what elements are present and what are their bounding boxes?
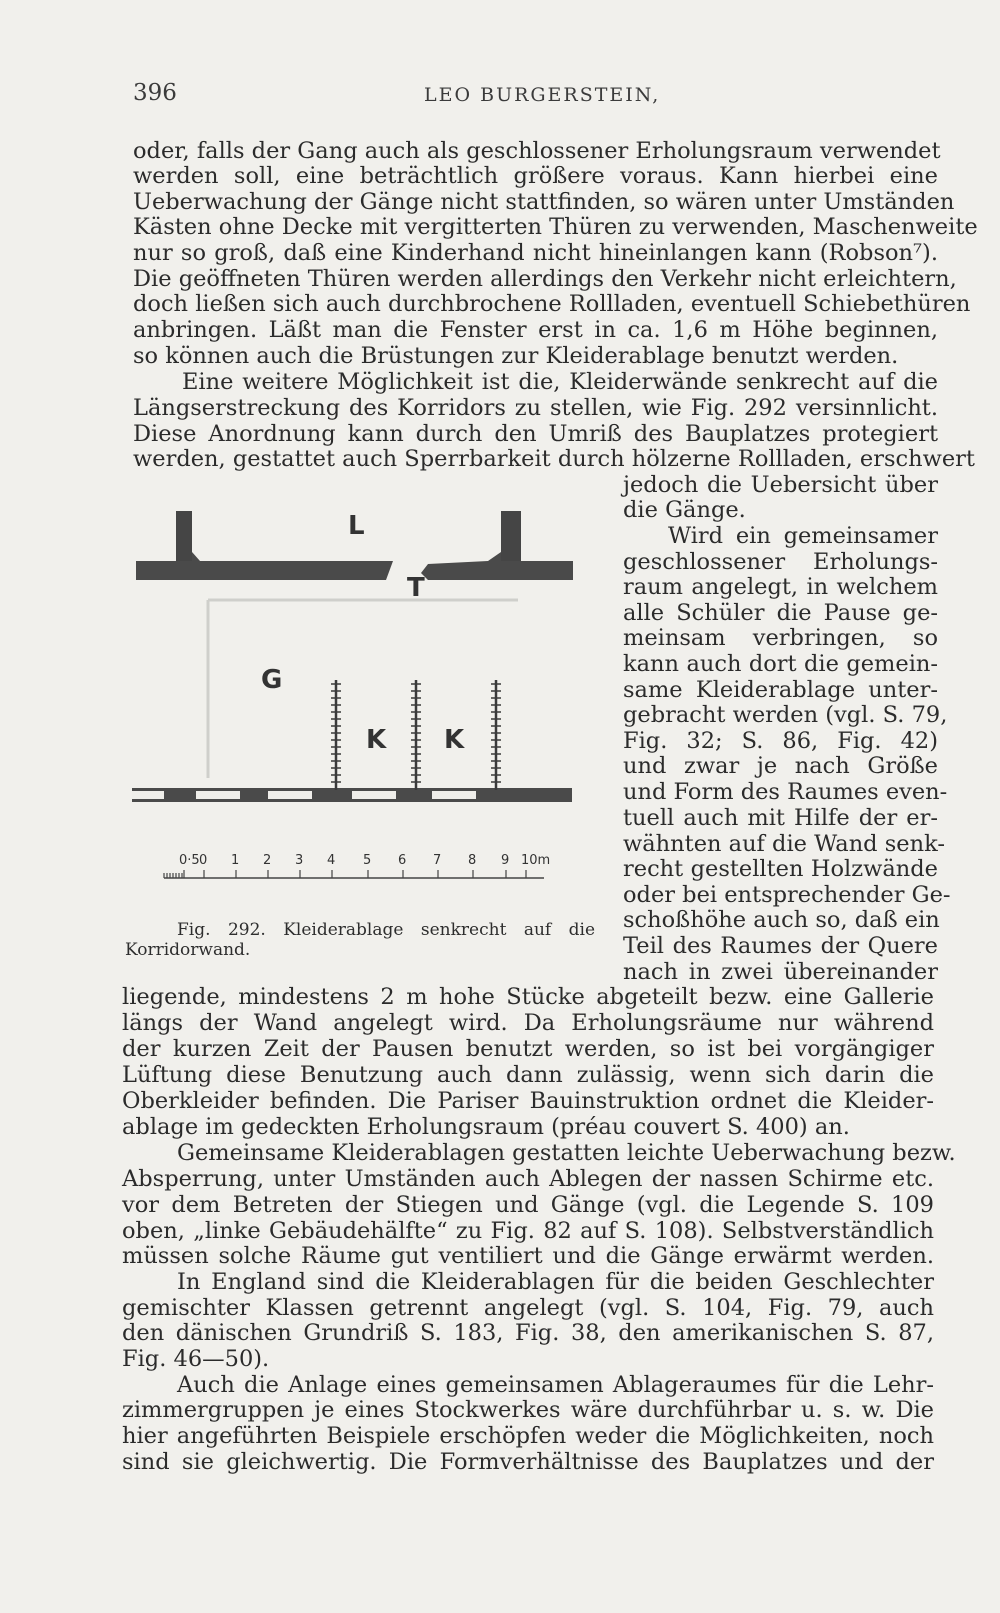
text-line: nach in zwei übereinander	[623, 959, 938, 985]
scale-bar	[164, 853, 550, 878]
caption-line-1: Fig. 292. Kleiderablage senkrecht auf die	[177, 920, 595, 940]
text-line: In England sind die Kleiderablagen für die beiden Geschlechter	[177, 1269, 934, 1295]
scale-label: 0	[199, 853, 208, 868]
text-line: Lüftung diese Benutzung auch dann zulässig, wenn sich darin die	[122, 1062, 934, 1088]
text-line: so können auch die Brüstungen zur Kleiderablage benutzt werden.	[133, 343, 899, 369]
text-line: vor dem Betreten der Stiegen und Gänge (vgl. die Legende S. 109	[122, 1192, 934, 1218]
scale-label: 8	[468, 853, 477, 868]
text-line: Wird ein gemeinsamer	[668, 523, 938, 549]
scale-label: 3	[295, 853, 304, 868]
text-line: gemischter Klassen getrennt angelegt (vgl. S. 104, Fig. 79, auch	[122, 1295, 934, 1321]
scale-label: 10m	[521, 853, 551, 868]
page-number: 396	[133, 80, 177, 106]
text-line: schoßhöhe auch so, daß ein	[623, 907, 940, 933]
text-line: sind sie gleichwertig. Die Formverhältnisse des Bauplatzes und der	[122, 1449, 934, 1475]
text-line: Fig. 46—50).	[122, 1346, 270, 1372]
text-line: Absperrung, unter Umständen auch Ablegen der nassen Schirme etc.	[122, 1166, 934, 1192]
text-line: meinsam verbringen, so	[623, 625, 938, 651]
scale-label: 7	[433, 853, 442, 868]
text-line: Eine weitere Möglichkeit ist die, Kleiderwände senkrecht auf die	[182, 369, 938, 395]
text-line: kann auch dort die gemein-	[623, 651, 938, 677]
wall-right	[421, 511, 573, 580]
wall-bottom	[132, 788, 572, 802]
text-line: Fig. 32; S. 86, Fig. 42)	[623, 728, 938, 754]
text-line: und zwar je nach Größe	[623, 753, 938, 779]
text-line: same Kleiderablage unter-	[623, 677, 938, 703]
text-line: tuell auch mit Hilfe der er-	[623, 805, 938, 831]
text-line: nur so groß, daß eine Kinderhand nicht hineinlangen kann (Robson⁷).	[133, 240, 938, 266]
scale-label: 1	[231, 853, 240, 868]
label-G: G	[261, 665, 283, 695]
text-line: geschlossener Erholungs-	[623, 549, 938, 575]
text-line: wähnten auf die Wand senk-	[623, 831, 945, 857]
page-header	[133, 80, 934, 112]
scale-label: 2	[263, 853, 272, 868]
text-line: hier angeführten Beispiele erschöpfen weder die Möglichkeiten, noch	[122, 1423, 934, 1449]
figure-labels	[261, 511, 465, 755]
text-line: jedoch die Uebersicht über	[623, 472, 938, 498]
scale-label: 4	[327, 853, 336, 868]
text-line: Auch die Anlage eines gemeinsamen Ablageraumes für die Lehr-	[177, 1372, 934, 1398]
label-K-right: K	[444, 725, 465, 755]
text-line: werden, gestattet auch Sperrbarkeit durch hölzerne Rollladen, erschwert	[133, 446, 975, 472]
label-K-left: K	[366, 725, 387, 755]
text-line: raum angelegt, in welchem	[623, 574, 938, 600]
text-line: anbringen. Läßt man die Fenster erst in ca. 1,6 m Höhe beginnen,	[133, 317, 938, 343]
text-line: die Gänge.	[623, 497, 746, 523]
text-line: Die geöffneten Thüren werden allerdings den Verkehr nicht erleichtern,	[133, 266, 957, 292]
text-line: ablage im gedeckten Erholungsraum (préau couvert S. 400) an.	[122, 1114, 850, 1140]
text-line: Kästen ohne Decke mit vergitterten Thüren zu verwenden, Maschenweite	[133, 214, 978, 240]
text-line: längs der Wand angelegt wird. Da Erholungsräume nur während	[122, 1010, 934, 1036]
text-line: Ueberwachung der Gänge nicht stattfinden, so wären unter Umständen	[133, 189, 955, 215]
text-line: Längserstreckung des Korridors zu stellen, wie Fig. 292 versinnlicht.	[133, 395, 938, 421]
text-line: oben, „linke Gebäudehälfte“ zu Fig. 82 auf S. 108). Selbstverständlich	[122, 1218, 934, 1244]
text-line: Gemeinsame Kleiderablagen gestatten leichte Ueberwachung bezw.	[177, 1140, 956, 1166]
scale-label: 6	[398, 853, 407, 868]
text-line: alle Schüler die Pause ge-	[623, 600, 938, 626]
running-title: LEO BURGERSTEIN,	[424, 84, 661, 106]
text-line: doch ließen sich auch durchbrochene Rollladen, eventuell Schiebethüren	[133, 291, 971, 317]
text-line: oder, falls der Gang auch als geschlossener Erholungsraum verwendet	[133, 138, 941, 164]
faint-outline	[208, 600, 518, 778]
text-line: gebracht werden (vgl. S. 79,	[623, 702, 948, 728]
scale-label: 5	[363, 853, 372, 868]
coat-hooks	[331, 684, 501, 782]
floor-plan-diagram	[128, 508, 598, 908]
scale-label: 9	[501, 853, 510, 868]
label-L: L	[348, 511, 365, 541]
figure-292	[128, 508, 598, 908]
text-line: liegende, mindestens 2 m hohe Stücke abgeteilt bezw. eine Gallerie	[122, 984, 934, 1010]
text-line: Diese Anordnung kann durch den Umriß des Bauplatzes protegiert	[133, 421, 938, 447]
text-line: der kurzen Zeit der Pausen benutzt werden, so ist bei vorgängiger	[122, 1036, 934, 1062]
caption-line-2: Korridorwand.	[125, 940, 251, 960]
text-line: den dänischen Grundriß S. 183, Fig. 38, den amerikanischen S. 87,	[122, 1320, 934, 1346]
text-line: Teil des Raumes der Quere	[623, 933, 938, 959]
text-line: recht gestellten Holzwände	[623, 856, 938, 882]
label-T: T	[407, 573, 425, 603]
text-line: zimmergruppen je eines Stockwerkes wäre durchführbar u. s. w. Die	[122, 1397, 934, 1423]
text-line: und Form des Raumes even-	[623, 779, 948, 805]
figure-caption	[125, 920, 595, 960]
text-line: Oberkleider befinden. Die Pariser Bauinstruktion ordnet die Kleider-	[122, 1088, 934, 1114]
partition-walls	[336, 680, 496, 790]
scale-label: 0·5	[179, 853, 200, 868]
text-line: werden soll, eine beträchtlich größere voraus. Kann hierbei eine	[133, 163, 938, 189]
text-line: müssen solche Räume gut ventiliert und die Gänge erwärmt werden.	[122, 1243, 934, 1269]
text-line: oder bei entsprechender Ge-	[623, 882, 951, 908]
